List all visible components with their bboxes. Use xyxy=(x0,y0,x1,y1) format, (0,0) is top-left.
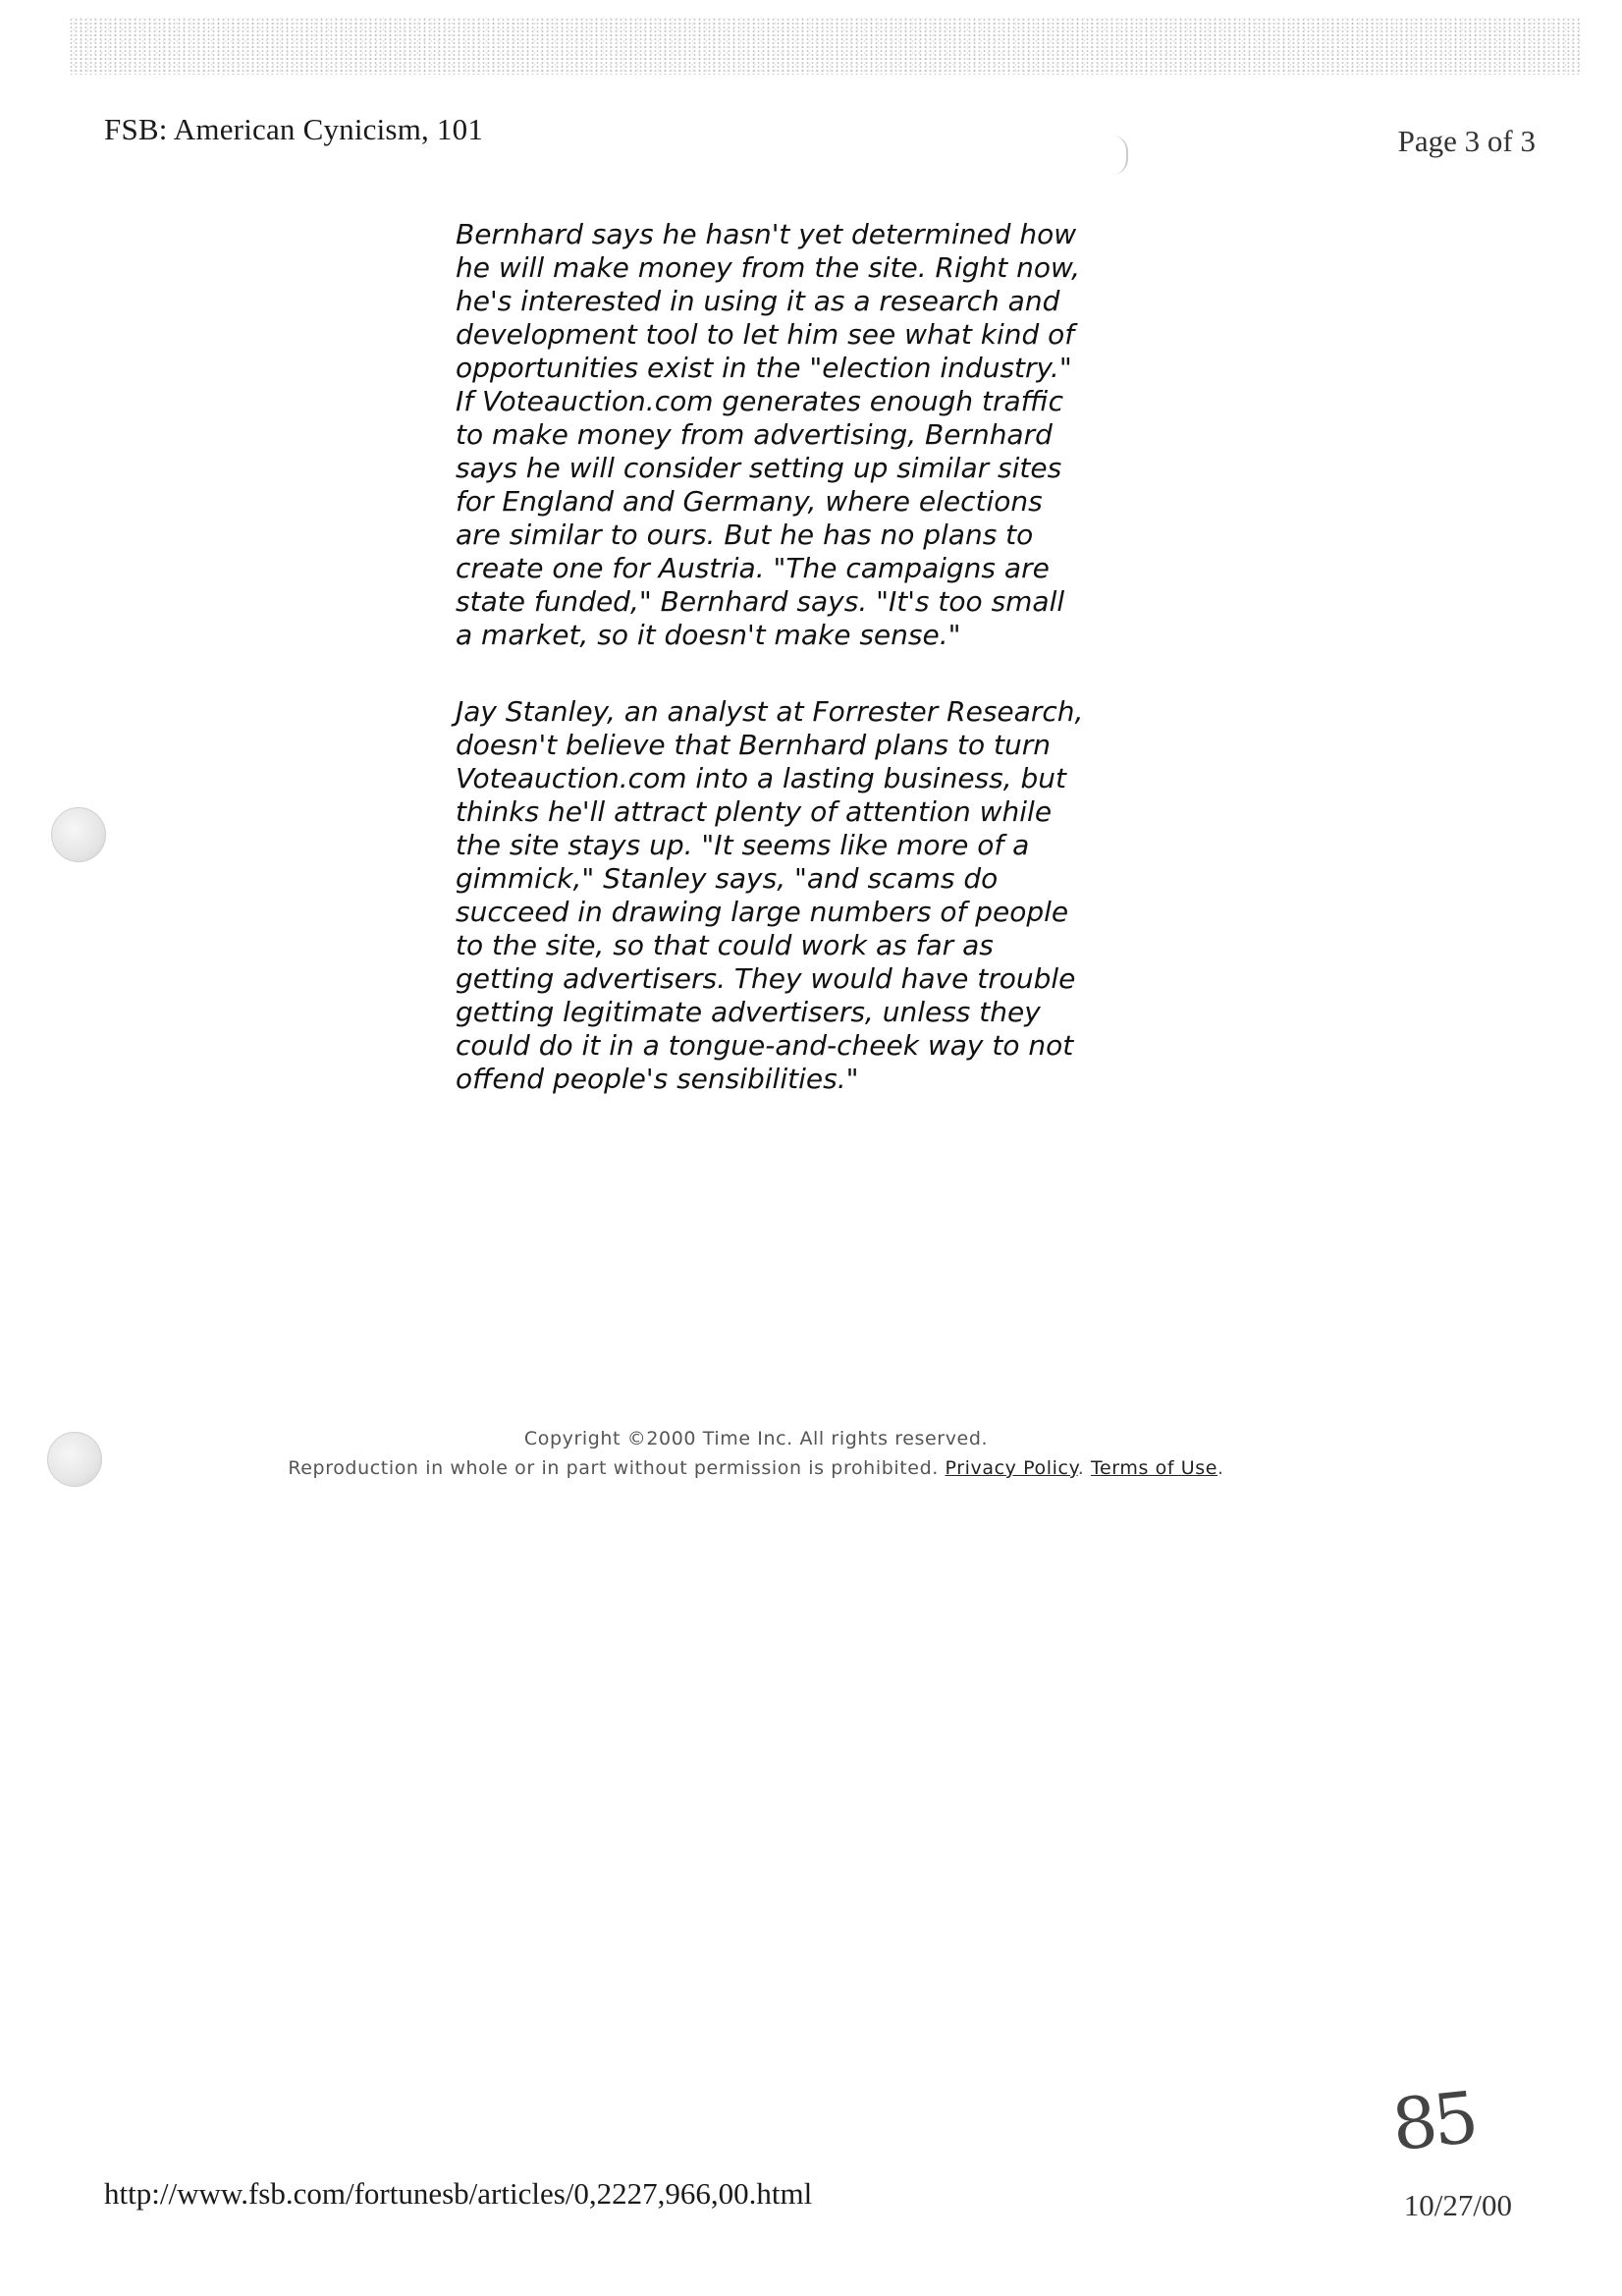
footer-url: http://www.fsb.com/fortunesb/articles/0,2227,966,00.html xyxy=(104,2176,813,2211)
article-body xyxy=(456,218,1084,1139)
footer-date: 10/27/00 xyxy=(1403,2188,1512,2222)
page-title: FSB: American Cynicism, 101 xyxy=(104,112,484,146)
terms-of-use-link[interactable]: Terms of Use xyxy=(1091,1457,1218,1479)
reproduction-text: Reproduction in whole or in part without permission is prohibited. xyxy=(288,1457,939,1479)
scan-artifact xyxy=(69,18,1581,75)
page-number: Page 3 of 3 xyxy=(1397,124,1536,158)
reproduction-line: Reproduction in whole or in part without permission is prohibited. Privacy Policy. Terms of Use. xyxy=(288,1457,1224,1479)
article-paragraph: Jay Stanley, an analyst at Forrester Research, doesn't believe that Bernhard plans to turn Voteauction.com into a lasting business, but thinks he'll attract plenty of attention while the site stays up. "It seems like more of a gimmick," Stanley says, "and scams do succeed in drawing large numbers of people to the site, so that could work as far as getting advertisers. They would have trouble getting legitimate advertisers, unless they could do it in a tongue-and-cheek way to not offend people's sensibilities." xyxy=(456,695,1084,1095)
punch-hole xyxy=(51,807,106,862)
article-paragraph: Bernhard says he hasn't yet determined how he will make money from the site. Right now, he's interested in using it as a research and development tool to let him see what kind of opportunities exist in the "election industry." If Voteauction.com generates enough traffic to make money from advertising, Bernhard says he will consider setting up similar sites for England and Germany, where elections are similar to ours. But he has no plans to create one for Austria. "The campaigns are state funded," Bernhard says. "It's too small a market, so it doesn't make sense." xyxy=(456,218,1081,651)
copyright-line: Copyright ©2000 Time Inc. All rights reserved. xyxy=(523,1428,989,1449)
punch-hole xyxy=(47,1432,102,1487)
stray-mark xyxy=(1112,136,1128,175)
copyright-notice xyxy=(196,1424,1316,1483)
privacy-policy-link[interactable]: Privacy Policy xyxy=(945,1457,1078,1479)
handwritten-page-number: 85 xyxy=(1387,2075,1479,2167)
